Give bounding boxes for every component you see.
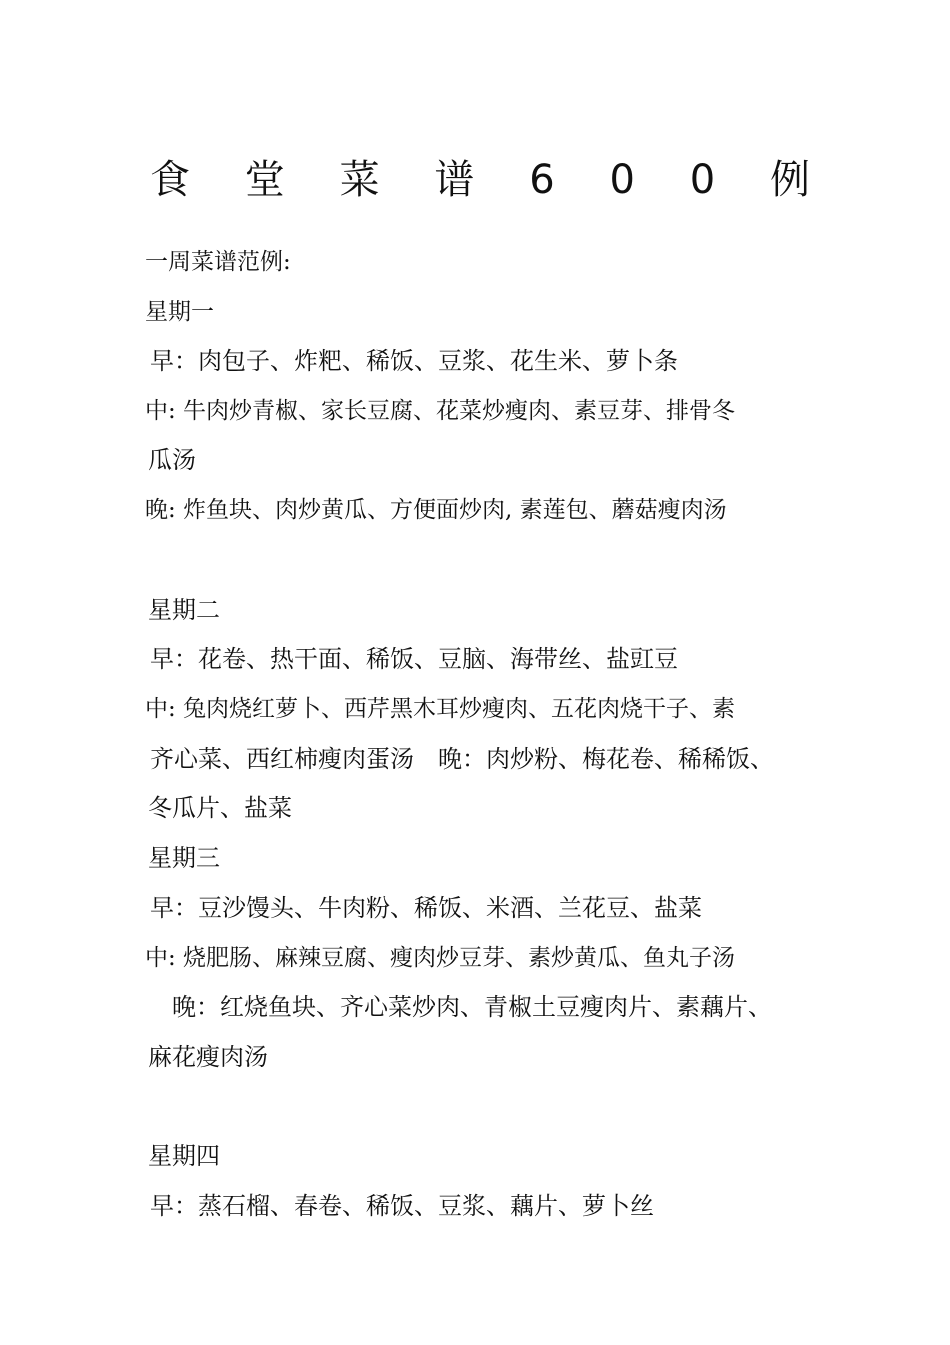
wednesday-lunch: 中: 烧肥肠、麻辣豆腐、瘦肉炒豆芽、素炒黄瓜、鱼丸子汤 [145,945,736,971]
tuesday-dinner-line-2: 冬瓜片、盐菜 [148,794,292,822]
thursday-breakfast: 早：蒸石榴、春卷、稀饭、豆浆、藕片、萝卜丝 [150,1192,654,1220]
title-char: 堂 [244,157,285,203]
tuesday-heading: 星期二 [148,596,220,624]
tuesday-lunch-line-1: 中: 兔肉烧红萝卜、西芹黑木耳炒瘦肉、五花肉烧干子、素 [145,696,736,722]
monday-heading: 星期一 [145,299,214,325]
wednesday-heading: 星期三 [148,844,220,872]
monday-breakfast: 早：肉包子、炸粑、稀饭、豆浆、花生米、萝卜条 [150,347,678,375]
intro-text: 一周菜谱范例: [145,249,291,275]
monday-lunch-line-1: 中: 牛肉炒青椒、家长豆腐、花菜炒瘦肉、素豆芽、排骨冬 [145,398,736,424]
title-char: 例 [769,157,810,203]
tuesday-lunch-line-2: 齐心菜、西红柿瘦肉蛋汤 晚：肉炒粉、梅花卷、稀稀饭、 [150,745,774,773]
monday-dinner: 晚: 炸鱼块、肉炒黄瓜、方便面炒肉, 素莲包、蘑菇瘦肉汤 [145,497,727,523]
wednesday-dinner-line-2: 麻花瘦肉汤 [148,1043,268,1071]
title-char: 食 [150,157,190,203]
thursday-heading: 星期四 [148,1142,220,1170]
tuesday-breakfast: 早：花卷、热干面、稀饭、豆脑、海带丝、盐豇豆 [150,645,678,673]
title-char: 谱 [434,157,475,203]
title-char: 菜 [339,157,380,203]
title-char: 0 [689,157,716,203]
title-char: 0 [609,157,635,203]
monday-lunch-line-2: 瓜汤 [148,446,196,474]
document-title [150,150,810,210]
title-char: 6 [529,157,555,203]
wednesday-breakfast: 早：豆沙馒头、牛肉粉、稀饭、米酒、兰花豆、盐菜 [150,894,702,922]
wednesday-dinner-line-1: 晚：红烧鱼块、齐心菜炒肉、青椒土豆瘦肉片、素藕片、 [172,993,772,1021]
